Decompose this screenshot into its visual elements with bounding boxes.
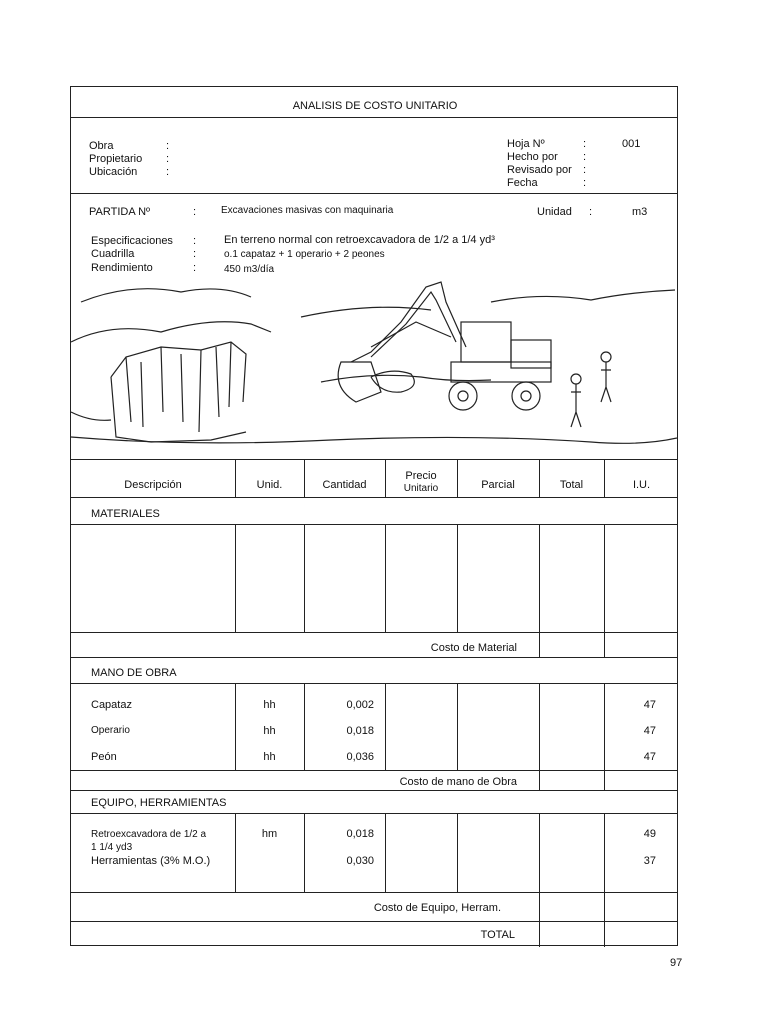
divider xyxy=(71,524,677,525)
row-cantidad: 0,002 xyxy=(346,699,374,711)
col-divider xyxy=(539,459,540,497)
row-desc: Peón xyxy=(91,751,117,763)
cuadrilla-label: Cuadrilla xyxy=(91,248,135,260)
divider xyxy=(71,813,677,814)
col-divider xyxy=(539,813,540,947)
section-materiales: MATERIALES xyxy=(91,508,160,520)
row-iu: 47 xyxy=(643,751,656,763)
col-total: Total xyxy=(559,479,584,491)
sheet-title: ANALISIS DE COSTO UNITARIO xyxy=(292,100,458,112)
col-divider xyxy=(385,683,386,770)
col-divider xyxy=(235,524,236,632)
colon: : xyxy=(193,262,197,274)
row-unid: hm xyxy=(261,828,278,840)
col-divider xyxy=(457,459,458,497)
especificaciones-value: En terreno normal con retroexcavadora de 1/2 a 1/4 yd³ xyxy=(224,234,495,246)
col-divider xyxy=(457,683,458,770)
divider xyxy=(71,790,677,791)
col-cantidad: Cantidad xyxy=(322,479,367,491)
row-cantidad: 0,018 xyxy=(346,828,374,840)
col-divider xyxy=(539,683,540,790)
divider xyxy=(71,657,677,658)
revisado-label: Revisado por xyxy=(507,164,572,176)
colon: : xyxy=(589,206,593,218)
col-unid: Unid. xyxy=(256,479,283,491)
ubicacion-label: Ubicación xyxy=(89,166,138,178)
row-unid: hh xyxy=(263,751,276,763)
row-desc-cont: 1 1/4 yd3 xyxy=(91,842,133,853)
col-precio: Precio xyxy=(405,470,437,482)
divider xyxy=(71,892,677,893)
row-cantidad: 0,030 xyxy=(346,855,374,867)
row-iu: 47 xyxy=(643,699,656,711)
divider xyxy=(71,497,677,498)
colon: : xyxy=(193,248,197,260)
col-divider xyxy=(385,813,386,892)
row-desc: Operario xyxy=(91,725,130,736)
total-label: TOTAL xyxy=(480,929,515,941)
col-divider xyxy=(235,813,236,892)
colon: : xyxy=(166,140,170,152)
colon: : xyxy=(193,206,197,218)
hecho-label: Hecho por xyxy=(507,151,558,163)
row-iu: 47 xyxy=(643,725,656,737)
propietario-label: Propietario xyxy=(89,153,143,165)
divider xyxy=(71,117,677,118)
divider xyxy=(71,921,677,922)
colon: : xyxy=(166,166,170,178)
col-divider xyxy=(604,524,605,657)
costo-material-label: Costo de Material xyxy=(430,642,517,654)
colon: : xyxy=(193,235,197,247)
col-divider xyxy=(604,459,605,497)
row-unid: hh xyxy=(263,699,276,711)
col-divider xyxy=(304,524,305,632)
partida-label: PARTIDA Nº xyxy=(89,206,151,218)
row-iu: 37 xyxy=(643,855,656,867)
row-desc: Capataz xyxy=(91,699,132,711)
rendimiento-label: Rendimiento xyxy=(91,262,153,274)
especificaciones-label: Especificaciones xyxy=(91,235,173,247)
fecha-label: Fecha xyxy=(507,177,538,189)
hoja-label: Hoja Nº xyxy=(507,138,545,150)
cuadrilla-value: o.1 capataz + 1 operario + 2 peones xyxy=(224,249,385,260)
page-number: 97 xyxy=(670,957,683,969)
hoja-value: 001 xyxy=(622,138,641,150)
costo-mano-obra-label: Costo de mano de Obra xyxy=(399,776,517,788)
divider xyxy=(71,632,677,633)
rendimiento-value: 450 m3/día xyxy=(224,264,275,275)
section-mano-obra: MANO DE OBRA xyxy=(91,667,177,679)
section-equipo: EQUIPO, HERRAMIENTAS xyxy=(91,797,227,809)
col-iu: I.U. xyxy=(632,479,651,491)
colon: : xyxy=(166,153,170,165)
divider xyxy=(71,770,677,771)
row-iu: 49 xyxy=(643,828,656,840)
divider xyxy=(71,193,677,194)
col-divider xyxy=(457,524,458,632)
colon: : xyxy=(583,151,587,163)
colon: : xyxy=(583,177,587,189)
row-desc: Herramientas (3% M.O.) xyxy=(91,855,211,867)
obra-label: Obra xyxy=(89,140,114,152)
colon: : xyxy=(583,164,587,176)
colon: : xyxy=(583,138,587,150)
costo-equipo-label: Costo de Equipo, Herram. xyxy=(373,902,501,914)
unidad-value: m3 xyxy=(632,206,648,218)
col-divider xyxy=(304,459,305,497)
row-unid: hh xyxy=(263,725,276,737)
unidad-label: Unidad xyxy=(537,206,572,218)
excavator-illustration xyxy=(71,262,677,457)
row-desc: Retroexcavadora de 1/2 a xyxy=(91,829,207,840)
col-divider xyxy=(235,459,236,497)
col-divider xyxy=(385,524,386,632)
partida-value: Excavaciones masivas con maquinaria xyxy=(221,205,394,216)
col-unitario: Unitario xyxy=(403,483,439,494)
row-cantidad: 0,036 xyxy=(346,751,374,763)
divider xyxy=(71,459,677,460)
cost-analysis-sheet xyxy=(70,86,678,946)
col-divider xyxy=(457,813,458,892)
row-cantidad: 0,018 xyxy=(346,725,374,737)
col-divider xyxy=(304,813,305,892)
divider xyxy=(71,683,677,684)
col-descripcion: Descripción xyxy=(124,479,182,491)
col-divider xyxy=(539,524,540,657)
col-parcial: Parcial xyxy=(481,479,515,491)
